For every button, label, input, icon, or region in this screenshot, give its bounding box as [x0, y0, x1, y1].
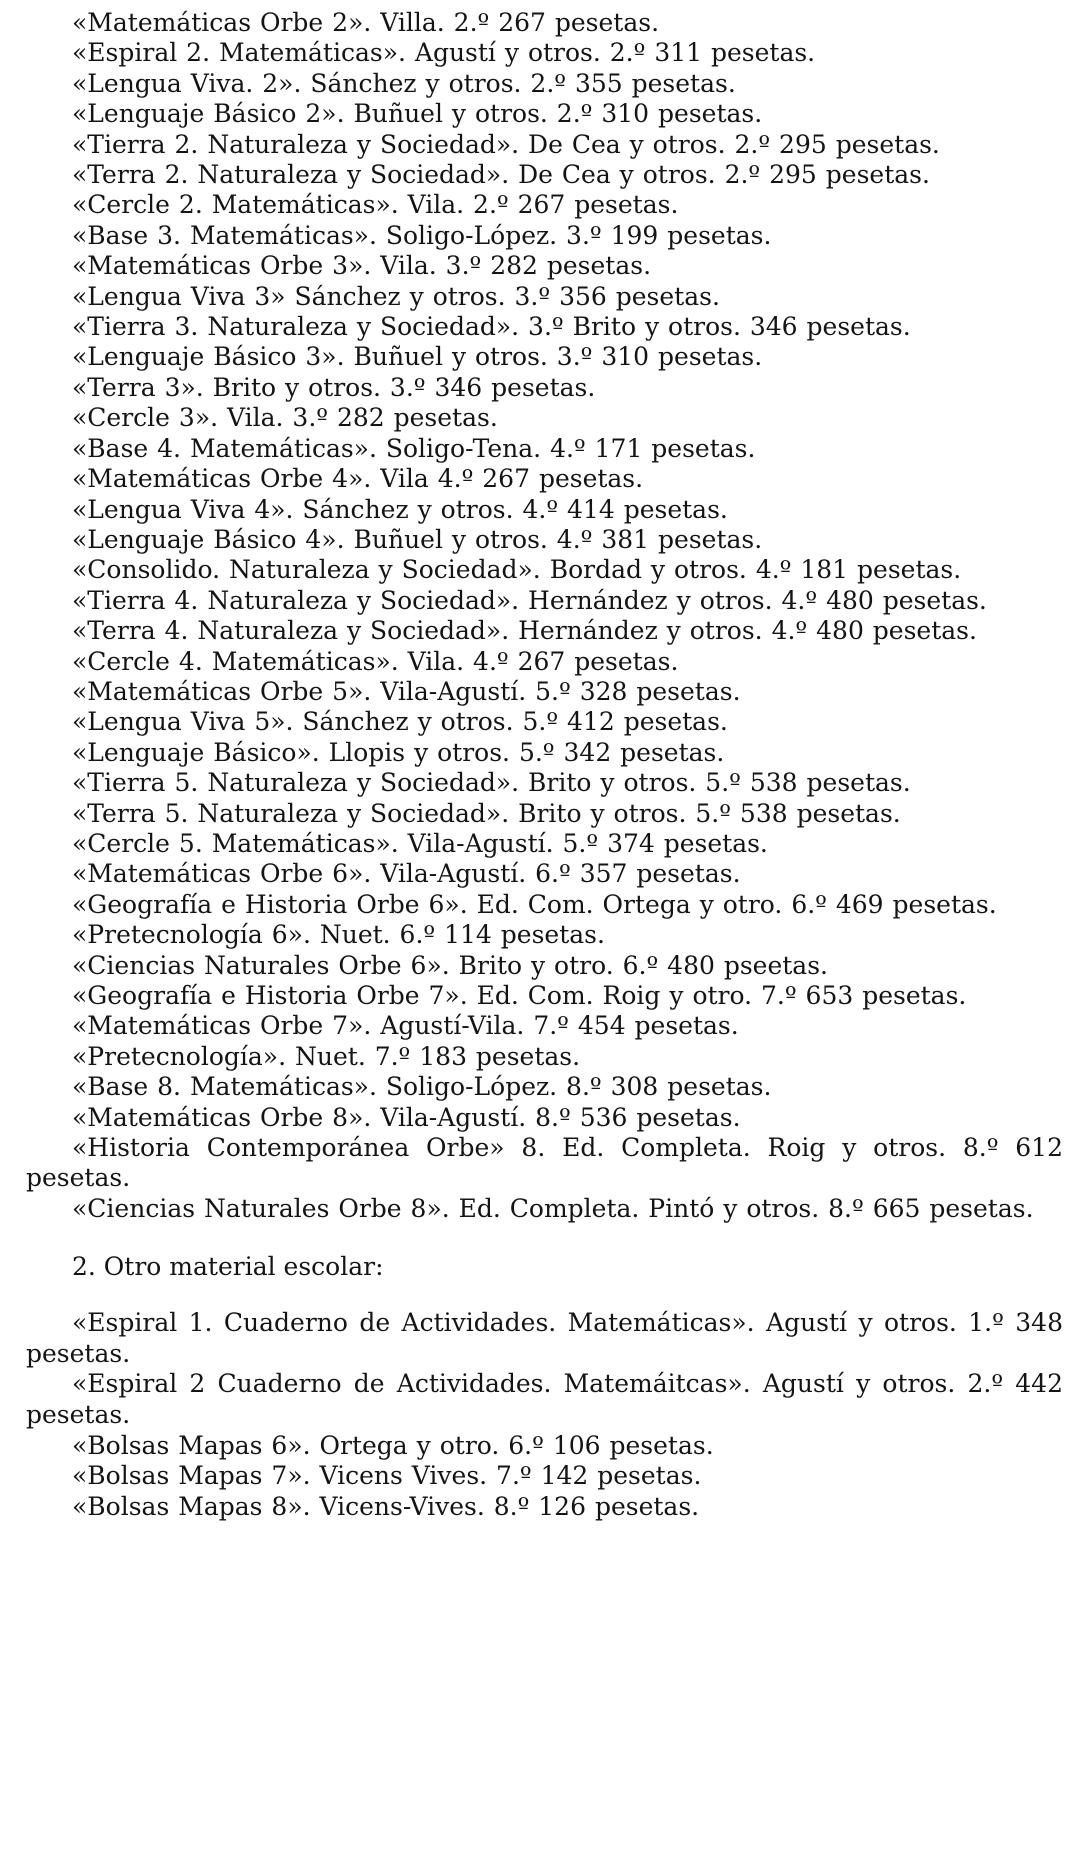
list-item: «Cercle 3». Vila. 3.º 282 pesetas. — [72, 403, 498, 433]
list-item: «Bolsas Mapas 8». Vicens-Vives. 8.º 126 pesetas. — [72, 1491, 700, 1521]
list-item: «Tierra 4. Naturaleza y Sociedad». Hernández y otros. 4.º 480 pesetas. — [72, 585, 987, 615]
list-item: «Matemáticas Orbe 5». Vila-Agustí. 5.º 328 pesetas. — [72, 676, 741, 706]
list-item: «Pretecnología». Nuet. 7.º 183 pesetas. — [72, 1041, 581, 1071]
list-item: «Terra 4. Naturaleza y Sociedad». Hernández y otros. 4.º 480 pesetas. — [72, 616, 977, 646]
list-item: «Matemáticas Orbe 8». Vila-Agustí. 8.º 536 pesetas. — [72, 1102, 741, 1132]
list-item: «Cercle 2. Matemáticas». Vila. 2.º 267 pesetas. — [72, 190, 679, 220]
list-item: «Lenguaje Básico 3». Buñuel y otros. 3.º 310 pesetas. — [72, 342, 763, 372]
list-item: «Bolsas Mapas 7». Vicens Vives. 7.º 142 pesetas. — [72, 1461, 702, 1491]
list-item: «Lenguaje Básico 2». Buñuel y otros. 2.º 310 pesetas. — [72, 99, 763, 129]
textbook-price-list — [26, 8, 1063, 1224]
list-item: «Base 8. Matemáticas». Soligo-López. 8.º 308 pesetas. — [72, 1072, 772, 1102]
list-item: «Ciencias Naturales Orbe 8». Ed. Completa. Pintó y otros. 8.º 665 pesetas. — [72, 1193, 1034, 1223]
list-item: «Lenguaje Básico». Llopis y otros. 5.º 342 pesetas. — [72, 737, 725, 767]
list-item: «Lengua Viva 3» Sánchez y otros. 3.º 356 pesetas. — [72, 281, 720, 311]
list-item: «Base 4. Matemáticas». Soligo-Tena. 4.º 171 pesetas. — [72, 433, 756, 463]
list-item: «Cercle 5. Matemáticas». Vila-Agustí. 5.º 374 pesetas. — [72, 828, 768, 858]
list-item: «Lengua Viva 4». Sánchez y otros. 4.º 414 pesetas. — [72, 494, 728, 524]
list-item: «Espiral 2. Matemáticas». Agustí y otros. 2.º 311 pesetas. — [72, 38, 816, 68]
other-material-list — [26, 1308, 1063, 1522]
list-item: «Matemáticas Orbe 4». Vila 4.º 267 pesetas. — [72, 464, 644, 494]
list-item: «Tierra 5. Naturaleza y Sociedad». Brito y otros. 5.º 538 pesetas. — [72, 768, 911, 798]
list-item: «Base 3. Matemáticas». Soligo-López. 3.º 199 pesetas. — [72, 220, 772, 250]
list-item: «Cercle 4. Matemáticas». Vila. 4.º 267 pesetas. — [72, 646, 679, 676]
list-item: «Espiral 1. Cuaderno de Actividades. Matemáticas». Agustí y otros. 1.º 348 pesetas. — [26, 1308, 1063, 1368]
list-item: «Ciencias Naturales Orbe 6». Brito y otro. 6.º 480 pseetas. — [72, 950, 828, 980]
list-item: «Matemáticas Orbe 3». Vila. 3.º 282 pesetas. — [72, 251, 652, 281]
list-item: «Terra 2. Naturaleza y Sociedad». De Cea y otros. 2.º 295 pesetas. — [72, 160, 930, 190]
list-item: «Tierra 2. Naturaleza y Sociedad». De Cea y otros. 2.º 295 pesetas. — [72, 129, 940, 159]
list-item: «Pretecnología 6». Nuet. 6.º 114 pesetas. — [72, 920, 605, 950]
list-item: «Matemáticas Orbe 6». Vila-Agustí. 6.º 357 pesetas. — [72, 859, 741, 889]
list-item: «Historia Contemporánea Orbe» 8. Ed. Completa. Roig y otros. 8.º 612 pesetas. — [26, 1133, 1063, 1193]
section-heading: 2. Otro material escolar: — [72, 1252, 384, 1282]
list-item: «Geografía e Historia Orbe 7». Ed. Com. Roig y otro. 7.º 653 pesetas. — [72, 981, 967, 1010]
list-item: «Matemáticas Orbe 7». Agustí-Vila. 7.º 454 pesetas. — [72, 1011, 739, 1041]
list-item: «Lenguaje Básico 4». Buñuel y otros. 4.º 381 pesetas. — [72, 524, 763, 554]
list-item: «Geografía e Historia Orbe 6». Ed. Com. Ortega y otro. 6.º 469 pesetas. — [72, 889, 997, 919]
list-item: «Bolsas Mapas 6». Ortega y otro. 6.º 106 pesetas. — [72, 1430, 714, 1460]
list-item: «Espiral 2 Cuaderno de Actividades. Matemáitcas». Agustí y otros. 2.º 442 pesetas. — [26, 1369, 1063, 1430]
list-item: «Consolido. Naturaleza y Sociedad». Bordad y otros. 4.º 181 pesetas. — [72, 555, 962, 585]
list-item: «Terra 3». Brito y otros. 3.º 346 pesetas. — [72, 372, 596, 402]
list-item: «Matemáticas Orbe 2». Villa. 2.º 267 pesetas. — [72, 8, 660, 37]
list-item: «Tierra 3. Naturaleza y Sociedad». 3.º Brito y otros. 346 pesetas. — [72, 312, 911, 342]
list-item: «Lengua Viva 5». Sánchez y otros. 5.º 412 pesetas. — [72, 707, 728, 737]
list-item: «Terra 5. Naturaleza y Sociedad». Brito y otros. 5.º 538 pesetas. — [72, 798, 901, 828]
list-item: «Lengua Viva. 2». Sánchez y otros. 2.º 355 pesetas. — [72, 68, 736, 98]
